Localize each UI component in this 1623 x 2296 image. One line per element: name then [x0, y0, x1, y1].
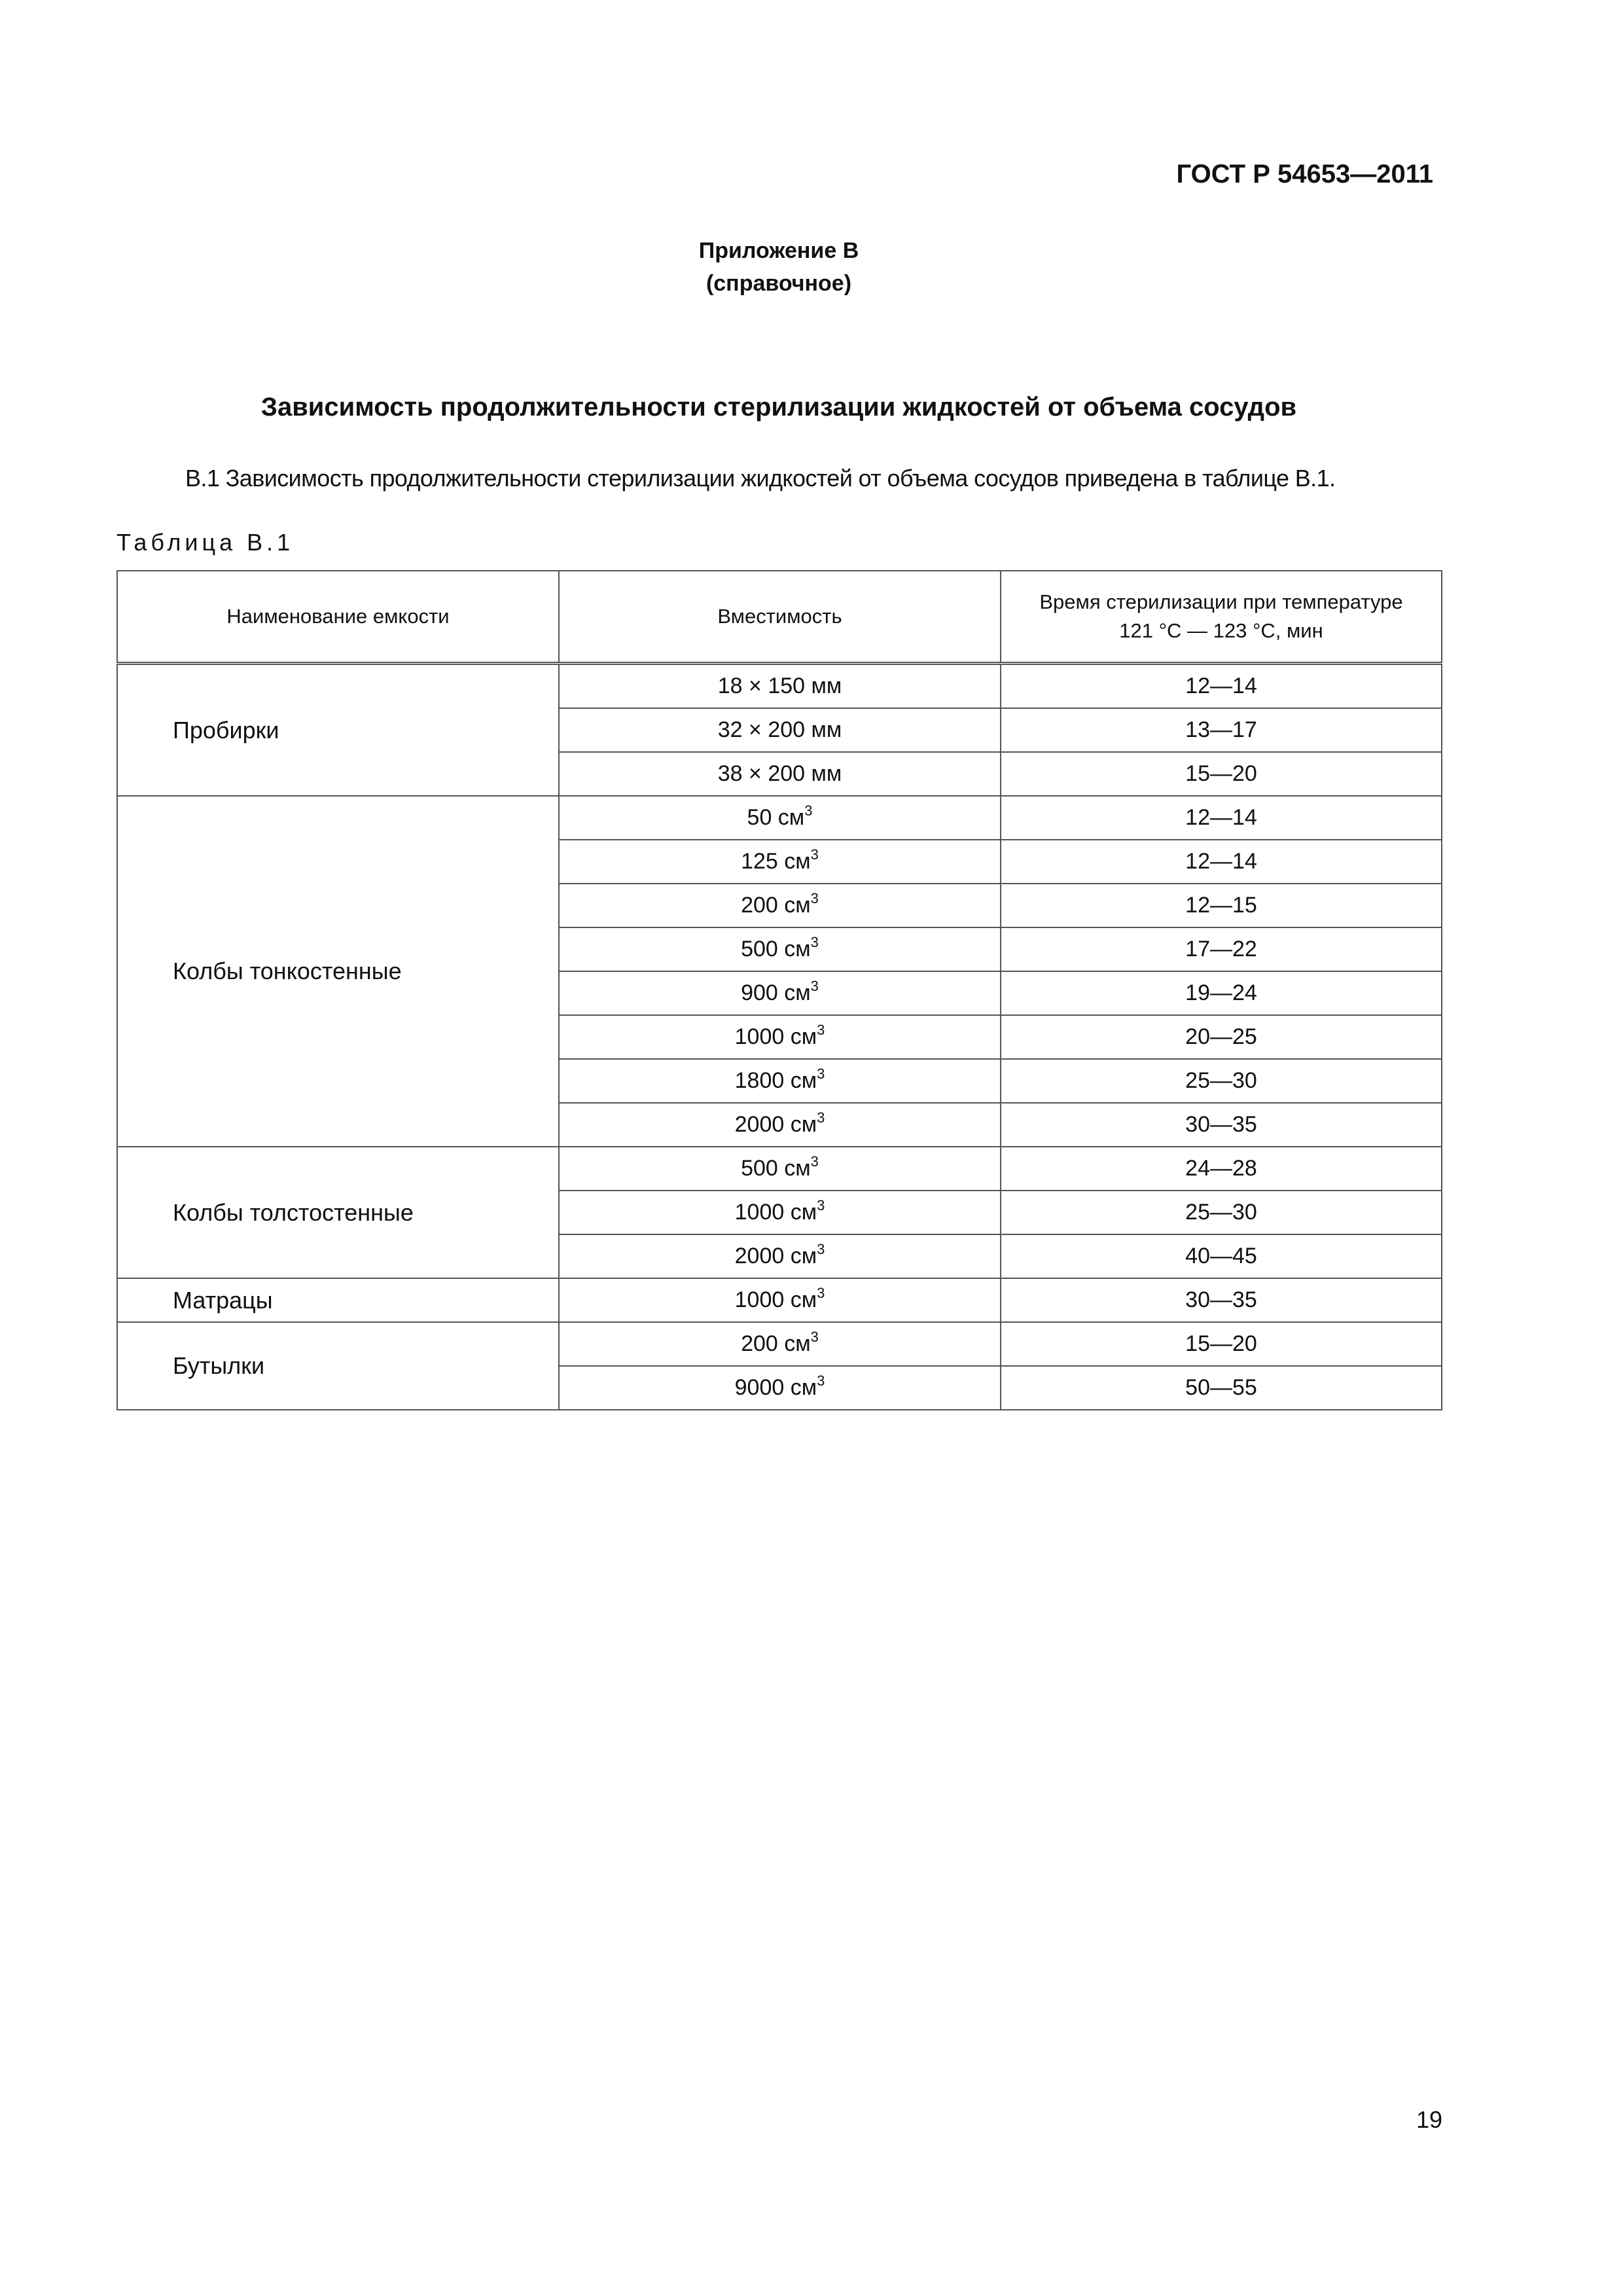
sterilization-time-cell: 25—30	[1001, 1191, 1442, 1234]
sterilization-time-cell: 40—45	[1001, 1234, 1442, 1278]
standard-code: ГОСТ Р 54653—2011	[1176, 160, 1433, 188]
capacity-value: 50 см	[747, 805, 805, 830]
header-time-line1: Время стерилизации при температуре	[1039, 590, 1403, 613]
container-name-cell: Колбы толстостенные	[117, 1147, 559, 1278]
unit-exponent: 3	[817, 1285, 825, 1301]
capacity-cell	[559, 840, 1001, 884]
unit-exponent: 3	[817, 1022, 825, 1038]
capacity-value: 200 см	[741, 893, 811, 918]
capacity-value: 2000 см	[734, 1244, 817, 1268]
capacity-cell	[559, 1234, 1001, 1278]
capacity-cell	[559, 971, 1001, 1015]
container-name-cell: Бутылки	[117, 1322, 559, 1410]
unit-exponent: 3	[817, 1241, 825, 1257]
capacity-value: 1800 см	[734, 1068, 817, 1093]
section-title: Зависимость продолжительности стерилизации жидкостей от объема сосудов	[260, 393, 1297, 422]
appendix-title: Приложение В	[698, 238, 859, 263]
table-row	[117, 1322, 1442, 1366]
unit-exponent: 3	[810, 978, 819, 994]
paragraph-b1: В.1 Зависимость продолжительности стерилизации жидкостей от объема сосудов приведена в таблице В.1.	[185, 465, 1336, 492]
capacity-value: 32 × 200 мм	[717, 717, 842, 742]
sterilization-time-cell: 12—14	[1001, 796, 1442, 840]
sterilization-table	[116, 570, 1442, 1410]
table-row	[117, 796, 1442, 840]
capacity-value: 18 × 150 мм	[717, 673, 842, 698]
sterilization-time-cell: 15—20	[1001, 752, 1442, 796]
table-row	[117, 1278, 1442, 1322]
capacity-value: 38 × 200 мм	[717, 761, 842, 786]
sterilization-time-cell: 12—14	[1001, 840, 1442, 884]
sterilization-time-cell: 20—25	[1001, 1015, 1442, 1059]
unit-exponent: 3	[817, 1197, 825, 1213]
unit-exponent: 3	[817, 1109, 825, 1126]
capacity-cell	[559, 752, 1001, 796]
capacity-cell	[559, 1103, 1001, 1147]
appendix-heading	[0, 234, 1558, 300]
capacity-value: 1000 см	[734, 1287, 817, 1312]
unit-exponent: 3	[810, 846, 819, 863]
sterilization-time-cell: 17—22	[1001, 927, 1442, 971]
unit-exponent: 3	[817, 1066, 825, 1082]
header-name: Наименование емкости	[117, 571, 559, 664]
sterilization-time-cell: 12—15	[1001, 884, 1442, 927]
unit-exponent: 3	[810, 1153, 819, 1170]
container-name-cell: Пробирки	[117, 664, 559, 797]
unit-exponent: 3	[810, 1329, 819, 1345]
capacity-value: 1000 см	[734, 1200, 817, 1225]
capacity-cell	[559, 1147, 1001, 1191]
table-header-row	[117, 571, 1442, 664]
sterilization-time-cell: 30—35	[1001, 1278, 1442, 1322]
container-name-cell: Матрацы	[117, 1278, 559, 1322]
table-body	[117, 664, 1442, 1410]
appendix-status: (справочное)	[705, 271, 852, 296]
sterilization-time-cell: 12—14	[1001, 664, 1442, 709]
page-number: 19	[1416, 2106, 1442, 2133]
unit-exponent: 3	[804, 802, 813, 819]
capacity-value: 900 см	[741, 980, 811, 1005]
sterilization-time-cell: 50—55	[1001, 1366, 1442, 1410]
header-time	[1001, 571, 1442, 664]
sterilization-time-cell: 13—17	[1001, 708, 1442, 752]
header-time-line2: 121 °С — 123 °С, мин	[1119, 619, 1323, 642]
unit-exponent: 3	[810, 890, 819, 906]
capacity-cell	[559, 1322, 1001, 1366]
capacity-cell	[559, 1191, 1001, 1234]
sterilization-time-cell: 25—30	[1001, 1059, 1442, 1103]
table-row	[117, 1147, 1442, 1191]
capacity-cell	[559, 927, 1001, 971]
capacity-value: 500 см	[741, 1156, 811, 1181]
capacity-cell	[559, 1366, 1001, 1410]
capacity-value: 2000 см	[734, 1112, 817, 1137]
capacity-value: 125 см	[741, 849, 811, 874]
capacity-cell	[559, 1278, 1001, 1322]
sterilization-time-cell: 24—28	[1001, 1147, 1442, 1191]
table-label: Таблица В.1	[116, 529, 294, 556]
capacity-value: 200 см	[741, 1331, 811, 1356]
capacity-value: 500 см	[741, 937, 811, 961]
capacity-cell	[559, 1059, 1001, 1103]
capacity-value: 1000 см	[734, 1024, 817, 1049]
container-name-cell: Колбы тонкостенные	[117, 796, 559, 1147]
capacity-cell	[559, 1015, 1001, 1059]
capacity-cell	[559, 884, 1001, 927]
unit-exponent: 3	[810, 934, 819, 950]
capacity-cell	[559, 796, 1001, 840]
sterilization-time-cell: 19—24	[1001, 971, 1442, 1015]
unit-exponent: 3	[817, 1372, 825, 1389]
sterilization-time-cell: 15—20	[1001, 1322, 1442, 1366]
capacity-cell	[559, 664, 1001, 709]
sterilization-time-cell: 30—35	[1001, 1103, 1442, 1147]
capacity-cell	[559, 708, 1001, 752]
capacity-value: 9000 см	[734, 1375, 817, 1400]
header-capacity: Вместимость	[559, 571, 1001, 664]
table-row	[117, 664, 1442, 709]
